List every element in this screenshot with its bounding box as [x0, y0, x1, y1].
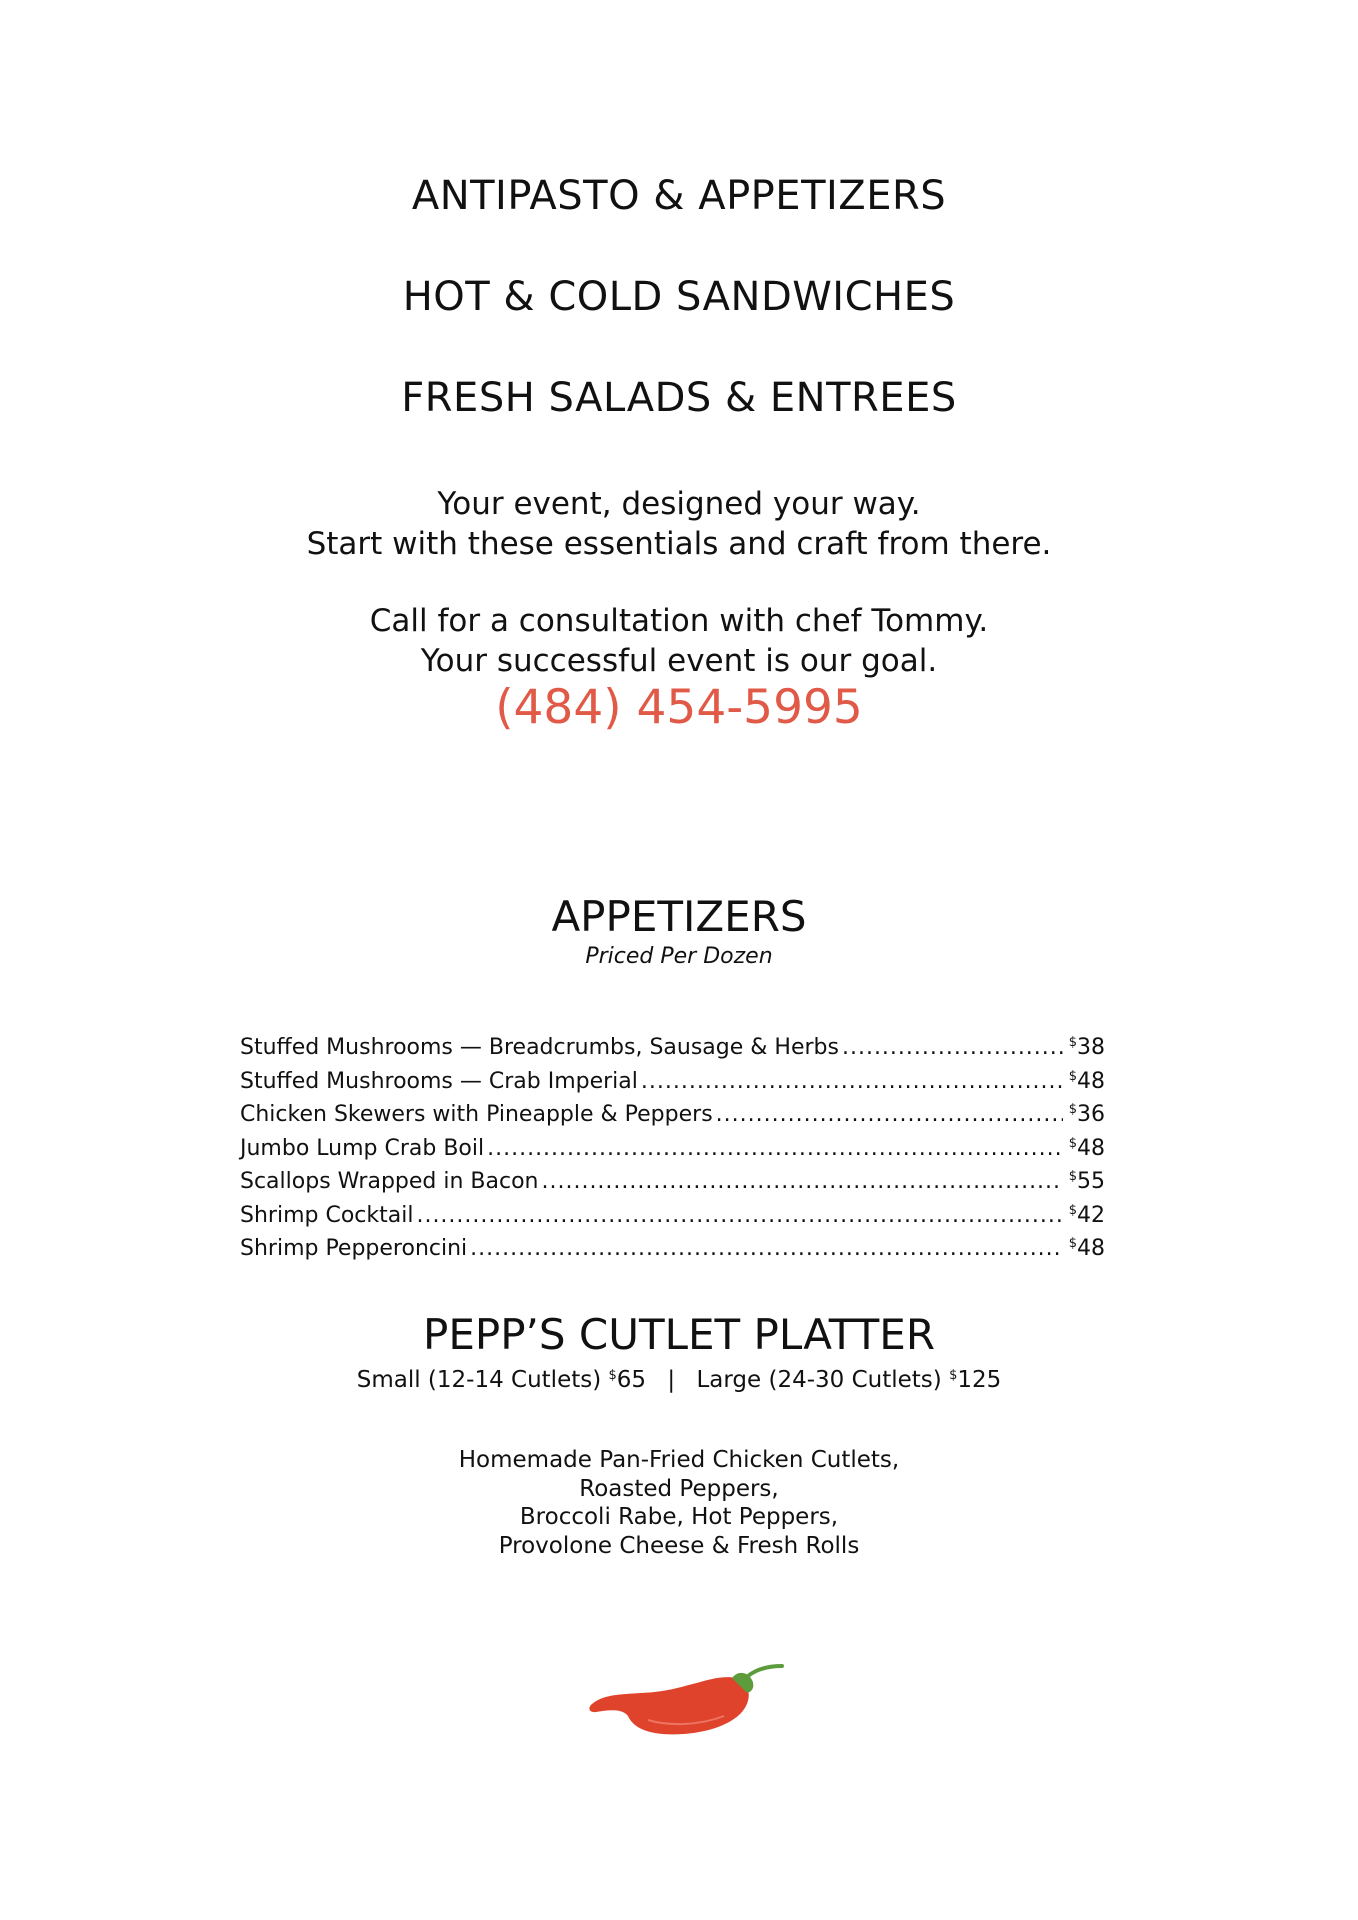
menu-item-name: Stuffed Mushrooms — Breadcrumbs, Sausage & Herbs: [240, 1035, 839, 1060]
menu-item: [240, 1197, 1105, 1231]
cutlet-platter-includes: [0, 1446, 1358, 1560]
heading-antipasto-appetizers: ANTIPASTO & APPETIZERS: [411, 173, 947, 219]
menu-item-name: Stuffed Mushrooms — Crab Imperial: [240, 1068, 638, 1094]
menu-item-leader-dots: [470, 1235, 1063, 1264]
menu-item-price: $38: [1068, 1035, 1105, 1060]
menu-item: [240, 1130, 1105, 1164]
menu-item-leader-dots: [842, 1034, 1063, 1063]
menu-item: [240, 1029, 1105, 1063]
menu-item-price: $48: [1068, 1135, 1105, 1161]
menu-item-leader-dots: [641, 1068, 1063, 1097]
size-separator: |: [667, 1367, 676, 1393]
appetizers-subtitle: Priced Per Dozen: [585, 944, 773, 969]
menu-item: [240, 1163, 1105, 1197]
consultation-text: [0, 601, 1358, 681]
intro-text: [0, 484, 1358, 564]
consultation-line-1: Call for a consultation with chef Tommy.: [369, 603, 989, 639]
menu-item-price: $55: [1068, 1169, 1105, 1194]
intro-line-2: Start with these essentials and craft from there.: [306, 526, 1052, 562]
large-size-label: Large (24-30 Cutlets): [696, 1367, 942, 1393]
consultation-line-2: Your successful event is our goal.: [420, 643, 938, 679]
menu-item-leader-dots: [487, 1135, 1063, 1164]
chili-pepper-icon: [588, 1660, 788, 1740]
heading-fresh-salads-entrees: FRESH SALADS & ENTREES: [401, 375, 957, 421]
large-size-price: $125: [949, 1367, 1002, 1393]
heading-hot-cold-sandwiches: HOT & COLD SANDWICHES: [402, 274, 956, 320]
includes-line: Broccoli Rabe, Hot Peppers,: [519, 1504, 839, 1530]
menu-item-leader-dots: [541, 1168, 1062, 1197]
menu-item-price: $42: [1068, 1202, 1105, 1228]
menu-item-leader-dots: [416, 1202, 1062, 1231]
appetizers-title: APPETIZERS: [551, 892, 807, 941]
menu-item-name: Scallops Wrapped in Bacon: [240, 1169, 539, 1194]
menu-item-name: Shrimp Cocktail: [240, 1202, 414, 1228]
menu-item: [240, 1063, 1105, 1097]
small-size-price: $65: [608, 1367, 647, 1393]
menu-item-name: Chicken Skewers with Pineapple & Peppers: [240, 1102, 713, 1127]
menu-item-price: $48: [1068, 1068, 1105, 1094]
includes-line: Homemade Pan-Fried Chicken Cutlets,: [458, 1447, 900, 1473]
menu-item-name: Shrimp Pepperoncini: [240, 1236, 468, 1261]
menu-item-price: $36: [1068, 1102, 1105, 1127]
menu-item: [240, 1230, 1105, 1264]
menu-item-leader-dots: [716, 1101, 1063, 1130]
menu-item-price: $48: [1068, 1236, 1105, 1261]
menu-item-name: Jumbo Lump Crab Boil: [240, 1135, 485, 1161]
phone-number[interactable]: (484) 454-5995: [495, 680, 863, 735]
cutlet-platter-sizes: [0, 1362, 1358, 1394]
small-size-label: Small (12-14 Cutlets): [356, 1367, 602, 1393]
menu-item: [240, 1096, 1105, 1130]
cutlet-platter-title: PEPP’S CUTLET PLATTER: [423, 1310, 935, 1359]
includes-line: Provolone Cheese & Fresh Rolls: [498, 1532, 860, 1559]
includes-line: Roasted Peppers,: [579, 1475, 779, 1502]
intro-line-1: Your event, designed your way.: [437, 486, 921, 522]
appetizers-list: [240, 1029, 1105, 1264]
